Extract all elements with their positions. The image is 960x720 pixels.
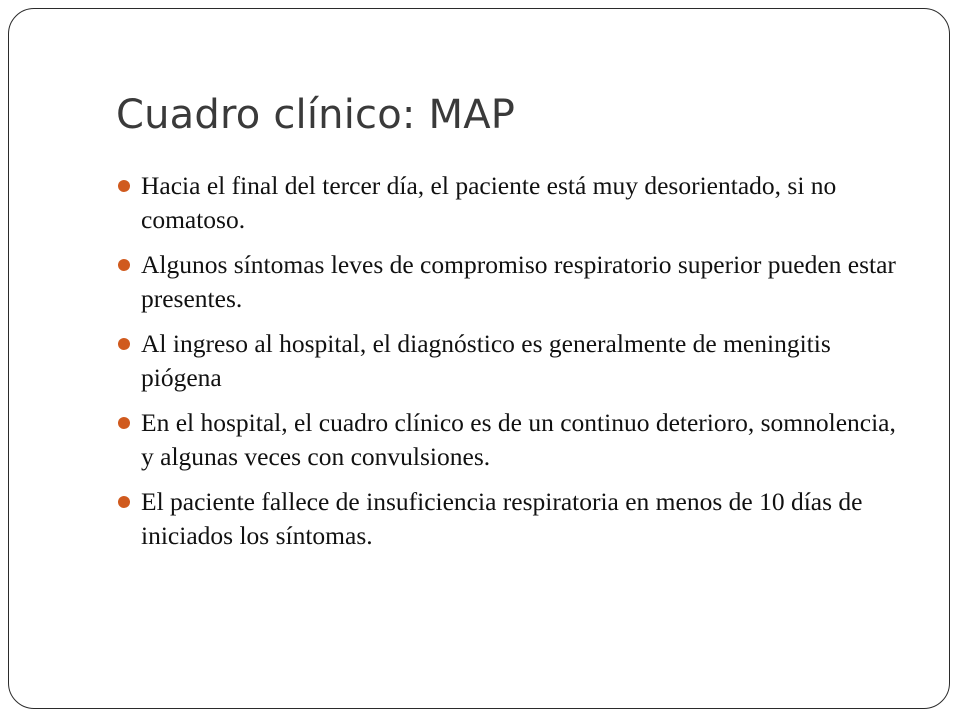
bullet-item	[116, 327, 906, 395]
bullet-item	[116, 406, 906, 474]
bullet-item	[116, 485, 906, 553]
bullet-text: Algunos síntomas leves de compromiso respiratorio superior pueden estar presentes.	[141, 250, 896, 313]
slide-title: Cuadro clínico: MAP	[116, 92, 516, 138]
bullet-dot-icon	[118, 259, 130, 271]
bullet-text: Hacia el final del tercer día, el paciente está muy desorientado, si no comatoso.	[141, 171, 837, 234]
slide-frame	[8, 8, 950, 709]
bullet-list	[116, 169, 906, 564]
bullet-dot-icon	[118, 496, 130, 508]
bullet-item	[116, 248, 906, 316]
bullet-dot-icon	[118, 417, 130, 429]
bullet-item	[116, 169, 906, 237]
bullet-text: El paciente fallece de insuficiencia respiratoria en menos de 10 días de iniciados los síntomas.	[141, 487, 863, 550]
bullet-text: En el hospital, el cuadro clínico es de un continuo deterioro, somnolencia, y algunas veces con convulsiones.	[141, 408, 896, 471]
bullet-dot-icon	[118, 338, 130, 350]
bullet-dot-icon	[118, 180, 130, 192]
bullet-text: Al ingreso al hospital, el diagnóstico es generalmente de meningitis piógena	[141, 329, 831, 392]
